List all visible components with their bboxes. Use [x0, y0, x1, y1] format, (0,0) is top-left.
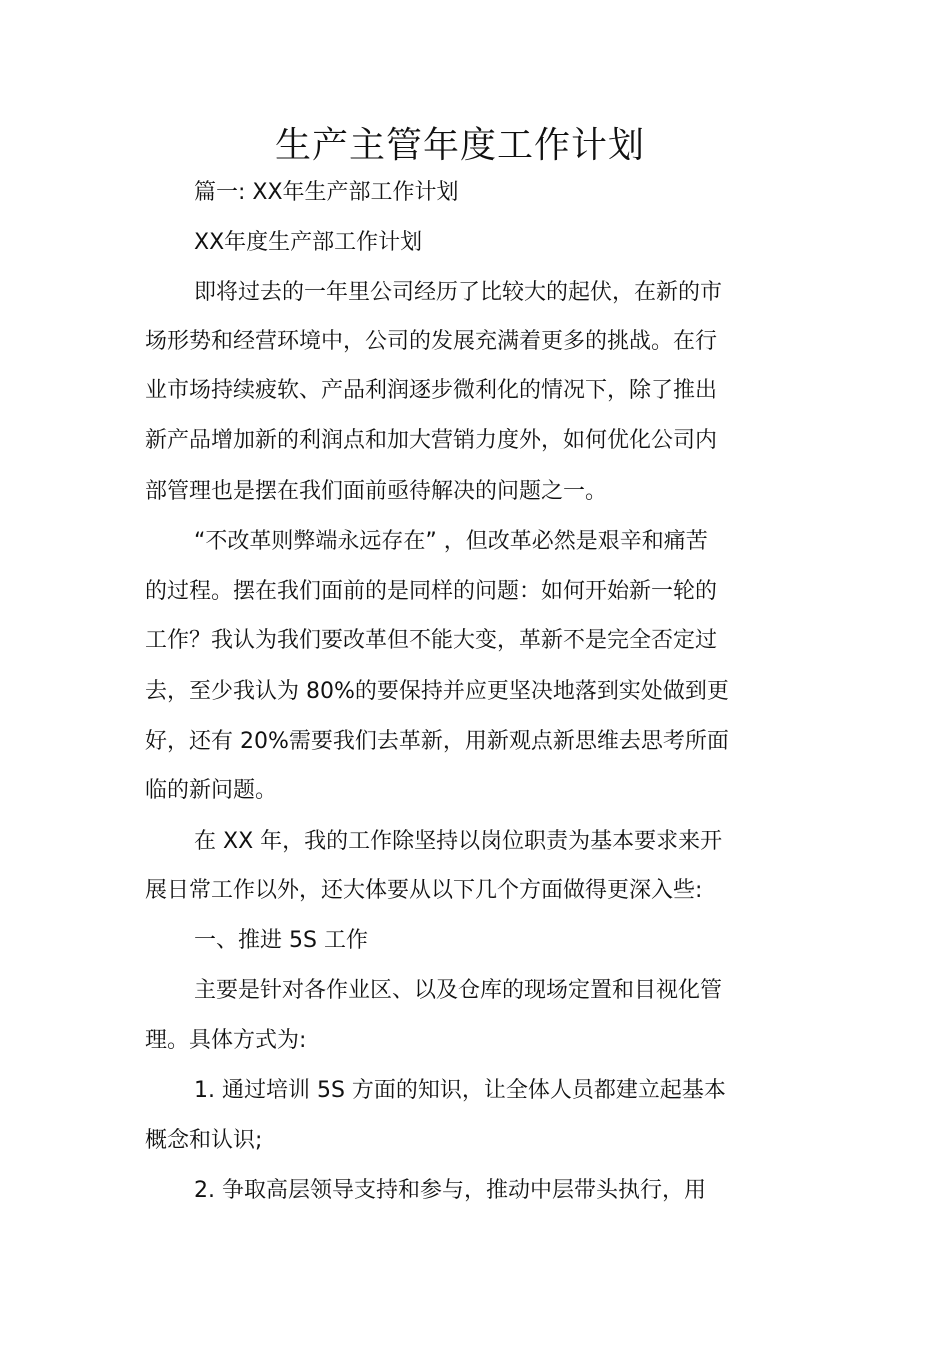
paragraph-line: 的过程。摆在我们面前的是同样的问题：如何开始新一轮的: [145, 579, 718, 604]
paragraph-line: 去，至少我认为 80%的要保持并应更坚决地落到实处做到更: [145, 679, 729, 704]
paragraph-line: 主要是针对各作业区、以及仓库的现场定置和目视化管: [194, 978, 723, 1003]
paragraph-line: “不改革则弊端永远存在” ，但改革必然是艰辛和痛苦: [194, 529, 708, 554]
paragraph-line: 临的新问题。: [145, 778, 278, 803]
paragraph-line: 在 XX 年，我的工作除坚持以岗位职责为基本要求来开: [194, 829, 723, 854]
paragraph-line: 新产品增加新的利润点和加大营销力度外，如何优化公司内: [145, 428, 718, 453]
paragraph-line: 展日常工作以外，还大体要从以下几个方面做得更深入些:: [145, 878, 703, 903]
paragraph-line: 理。具体方式为:: [145, 1028, 307, 1053]
list-item: 2. 争取高层领导支持和参与，推动中层带头执行，用: [194, 1178, 706, 1203]
document-title: 生产主管年度工作计划: [274, 125, 645, 166]
subheading: XX年度生产部工作计划: [194, 230, 423, 255]
paragraph-line: 业市场持续疲软、产品利润逐步微利化的情况下，除了推出: [145, 378, 718, 403]
paragraph-line: 工作？我认为我们要改革但不能大变，革新不是完全否定过: [145, 628, 718, 653]
section-heading: 篇一: XX年生产部工作计划: [194, 180, 459, 205]
paragraph-line: 场形势和经营环境中，公司的发展充满着更多的挑战。在行: [145, 329, 718, 354]
paragraph-line: 部管理也是摆在我们面前亟待解决的问题之一。: [145, 479, 608, 504]
list-item: 1. 通过培训 5S 方面的知识，让全体人员都建立起基本: [194, 1078, 726, 1103]
paragraph-line: 好，还有 20%需要我们去革新，用新观点新思维去思考所面: [145, 729, 729, 754]
list-item-continuation: 概念和认识;: [145, 1128, 263, 1153]
paragraph-line: 即将过去的一年里公司经历了比较大的起伏，在新的市: [194, 280, 723, 305]
list-heading: 一、推进 5S 工作: [194, 928, 368, 953]
